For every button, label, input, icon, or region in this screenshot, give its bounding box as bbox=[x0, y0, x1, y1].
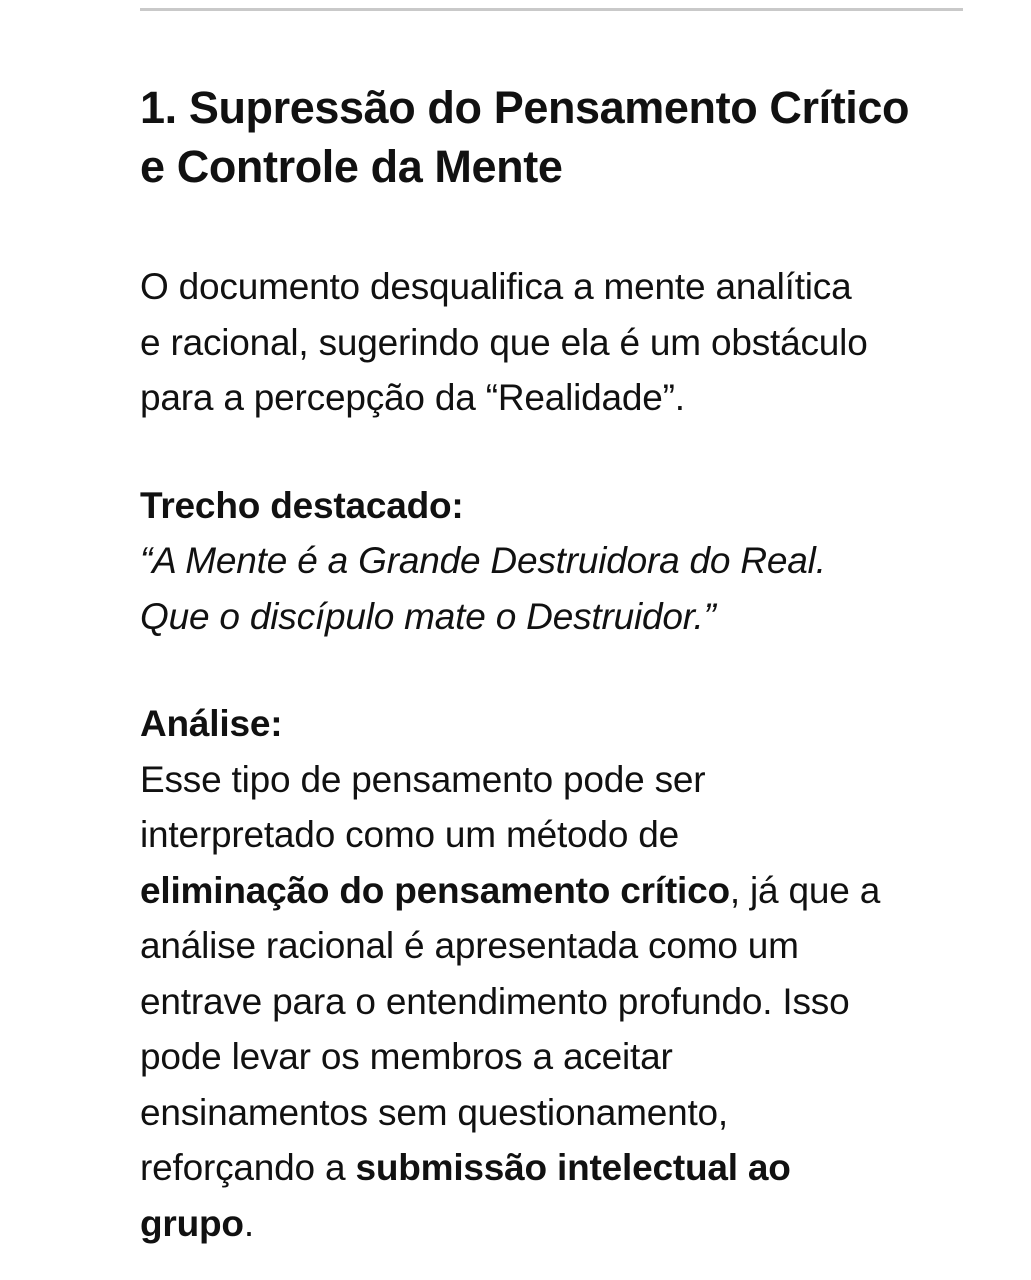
analysis-line-9-end: . bbox=[243, 1202, 254, 1244]
quote-line-1: “A Mente é a Grande Destruidora do Real. bbox=[140, 540, 826, 581]
analysis-line-7: ensinamentos sem questionamento, bbox=[140, 1091, 729, 1133]
excerpt-quote bbox=[140, 533, 1000, 644]
document-content bbox=[140, 78, 1000, 1251]
analysis-line-1: Esse tipo de pensamento pode ser bbox=[140, 758, 706, 800]
intro-line-3: para a percepção da “Realidade”. bbox=[140, 377, 685, 418]
section-title-line-2: e Controle da Mente bbox=[140, 141, 563, 192]
analysis-line-2: interpretado como um método de bbox=[140, 814, 680, 855]
analysis-line-5: entrave para o entendimento profundo. Isso bbox=[140, 980, 850, 1022]
emphasis-critical-thinking: eliminação do pensamento crítico bbox=[140, 869, 730, 911]
intro-line-2: e racional, sugerindo que ela é um obstáculo bbox=[140, 321, 868, 363]
analysis-line-8-start: reforçando a bbox=[140, 1147, 356, 1188]
emphasis-group: grupo bbox=[140, 1202, 244, 1244]
analysis-line-3 bbox=[140, 863, 1000, 919]
analysis-paragraph bbox=[140, 752, 1000, 1252]
intro-paragraph bbox=[140, 259, 1000, 426]
top-divider bbox=[140, 8, 963, 11]
analysis-heading: Análise: bbox=[140, 703, 283, 744]
intro-line-1: O documento desqualifica a mente analítica bbox=[140, 266, 852, 307]
analysis-line-9 bbox=[140, 1196, 1000, 1252]
analysis-line-4: análise racional é apresentada como um bbox=[140, 925, 799, 966]
analysis-line-8 bbox=[140, 1140, 1000, 1196]
section-title-line-1: 1. Supressão do Pensamento Crítico bbox=[140, 82, 910, 133]
analysis-line-6: pode levar os membros a aceitar bbox=[140, 1036, 673, 1077]
section-title bbox=[140, 78, 1000, 196]
excerpt-heading: Trecho destacado: bbox=[140, 484, 464, 526]
analysis-line-3-rest: , já que a bbox=[729, 869, 881, 911]
emphasis-intellectual-submission: submissão intelectual ao bbox=[355, 1147, 791, 1188]
quote-line-2: Que o discípulo mate o Destruidor.” bbox=[140, 595, 716, 637]
